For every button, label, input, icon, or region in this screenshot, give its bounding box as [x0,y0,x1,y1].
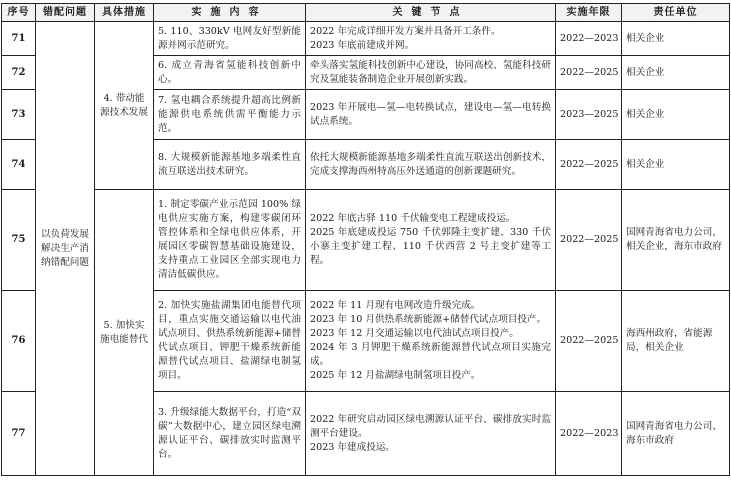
responsible-unit: 相关企业 [622,22,730,56]
responsible-unit: 海西州政府，省能源局，相关企业 [622,291,730,392]
table-header [2,4,730,22]
years-cell: 2022—2023 [556,392,622,476]
row-number: 72 [2,56,36,90]
row-number: 71 [2,22,36,56]
years-cell: 2022—2025 [556,140,622,190]
row-number: 74 [2,140,36,190]
implementation-content: 2. 加快实施盐湖集团电能替代项目，重点实施交通运输以电代油试点项目、供热系统新能源+储替代试点项目、钾肥干燥系统新能源替代试点项目、盐湖绿电制氢项目。 [154,291,306,392]
milestone: 2023 年 10 月供热系统新能源+储替代试点项目投产。 [310,314,547,325]
header-unit: 责任单位 [622,4,730,22]
table-row [2,22,730,56]
row-number: 73 [2,90,36,140]
header-years: 实施年限 [556,4,622,22]
implementation-plan-table [1,3,730,476]
responsible-unit: 相关企业 [622,90,730,140]
milestones-cell [306,392,556,476]
milestone: 2023 年建成投运。 [310,441,396,453]
milestones-cell [306,56,556,90]
milestones-cell [306,90,556,140]
header-measure: 具体措施 [95,4,154,22]
milestone: 2022 年底古驿 110 千伏输变电工程建成投运。 [310,213,516,224]
milestone: 2025 年 12 月盐湖绿电制氢项目投产。 [310,370,481,381]
years-cell: 2022—2025 [556,190,622,291]
milestone: 2023 年底前建成并网。 [310,39,415,51]
implementation-content: 7. 氢电耦合系统提升超高比例新能源供电系统供需平衡能力示范。 [154,90,306,140]
milestones-cell [306,22,556,56]
milestone: 2022 年完成详细开发方案并具备开工条件。 [310,25,501,37]
milestone: 2024 年 3 月钾肥干燥系统新能源替代试点项目实施完成。 [310,342,551,367]
header-seq: 序号 [2,4,36,22]
years-cell: 2022—2025 [556,291,622,392]
milestones-cell [306,190,556,291]
milestone: 2023 年开展电—氢—电转换试点，建设电—氢—电转换试点系统。 [310,101,551,127]
implementation-content: 1. 制定零碳产业示范园 100% 绿电供应实施方案，构建零碳闭环管控体系和全绿电供应体系，开展园区零碳智慧基础设施建设，支持重点工业园区全部实现电力清洁低碳供应。 [154,190,306,291]
implementation-content: 8. 大规模新能源基地多端柔性直流互联送出技术研究。 [154,140,306,190]
milestone: 依托大规模新能源基地多端柔性直流互联送出创新技术，完成支撑海西州特高压外送通道的创新课题研究。 [310,151,551,177]
milestones-cell [306,291,556,392]
milestones-cell [306,140,556,190]
issue-category: 以负荷发展解决生产消纳错配问题 [36,22,95,476]
responsible-unit: 国网青海省电力公司，相关企业，海东市政府 [622,190,730,291]
row-number: 75 [2,190,36,291]
row-number: 77 [2,392,36,476]
header-implementation: 实施内容 [154,4,306,22]
milestone: 2022 年研究启动园区绿电溯源认证平台、碳排放实时监测平台建设。 [310,413,551,439]
implementation-content: 6. 成立青海省氢能科技创新中心。 [154,56,306,90]
responsible-unit: 相关企业 [622,140,730,190]
row-number: 76 [2,291,36,392]
milestone: 2023 年 12 月交通运输以电代油试点项目投产。 [310,328,519,339]
table-row [2,190,730,291]
responsible-unit: 国网青海省电力公司、海东市政府 [622,392,730,476]
header-issue: 错配问题 [36,4,95,22]
implementation-content: 5. 110、330kV 电网友好型新能源并网示范研究。 [154,22,306,56]
milestone: 2025 年底建成投运 750 千伏郭隆主变扩建、330 千伏小寨主变扩建工程、110 千伏西营 2 号主变扩建等工程。 [310,227,551,266]
responsible-unit: 相关企业 [622,56,730,90]
milestone: 2022 年 11 月现有电网改造升级完成。 [310,300,481,311]
milestone: 牵头落实氢能科技创新中心建设，协同高校、氢能科技研究及氢能装备制造企业开展创新实践。 [310,59,551,85]
years-cell: 2022—2023 [556,22,622,56]
years-cell: 2022—2025 [556,56,622,90]
header-milestones: 关键节点 [306,4,556,22]
measure-label: 5. 加快实施电能替代 [95,190,154,476]
measure-label: 4. 带动能源技术发展 [95,22,154,190]
years-cell: 2023—2025 [556,90,622,140]
implementation-content: 3. 升级绿能大数据平台，打造“双碳”大数据中心，建立园区绿电溯源认证平台、碳排放实时监测平台。 [154,392,306,476]
